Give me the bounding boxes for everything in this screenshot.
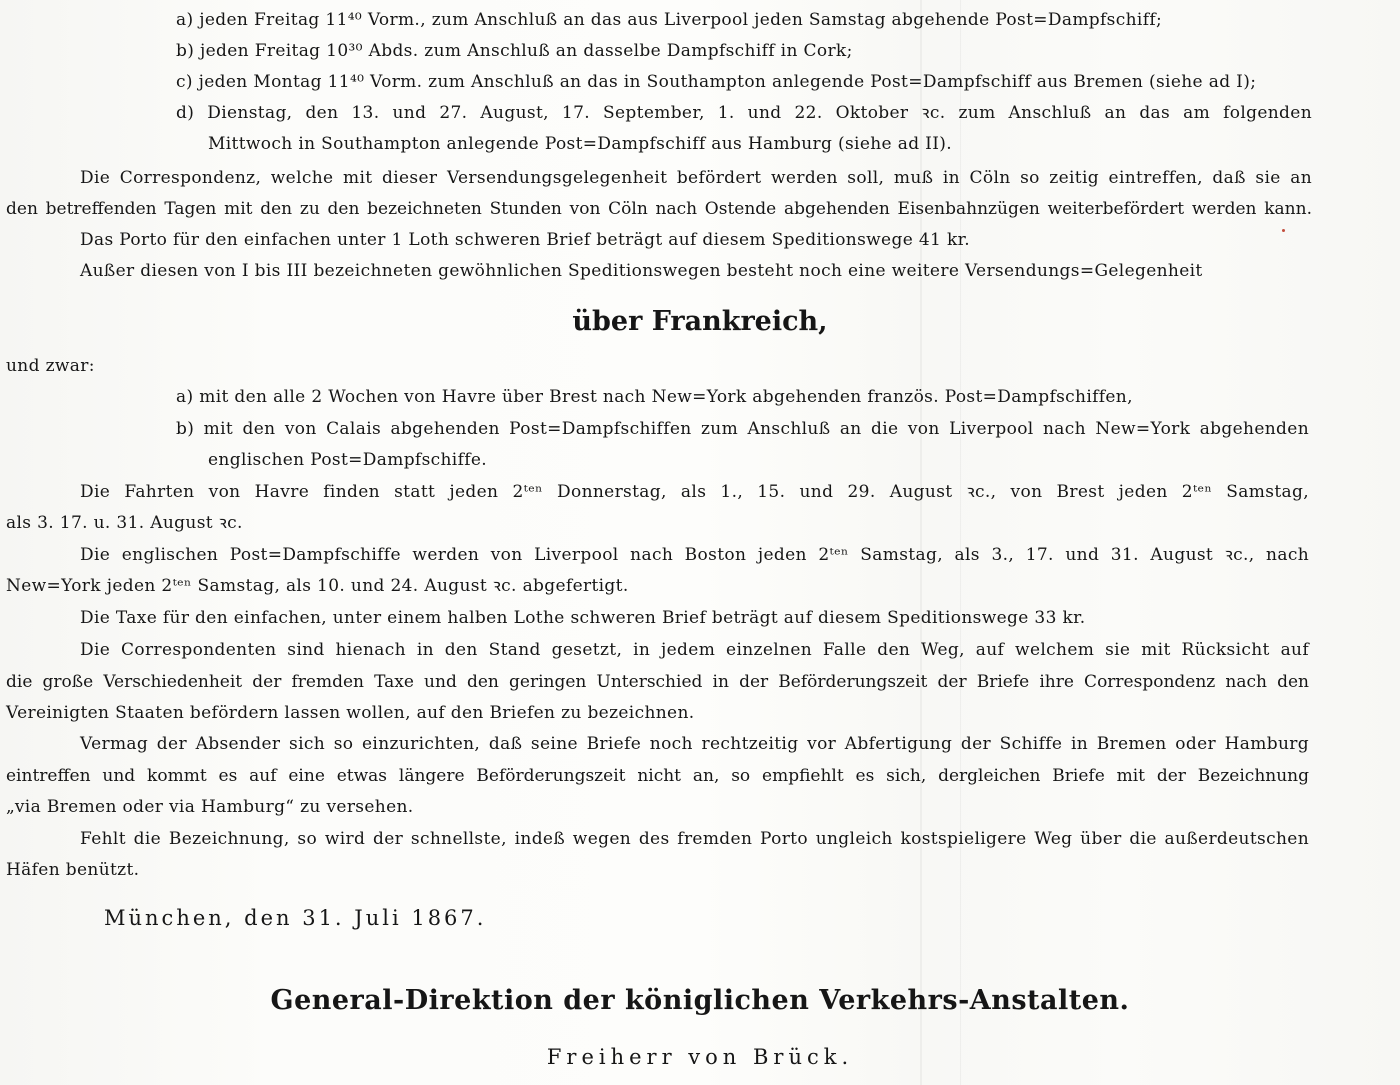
section-heading: über Frankreich,: [572, 306, 828, 337]
havre-line-2: als 3. 17. u. 31. August ꝛc.: [6, 513, 243, 533]
sender-line-2: eintreffen und kommt es auf eine etwas längere Beförderungszeit nicht an, so empfiehlt es sich, dergleichen Briefe mit der Bezeichnung: [6, 766, 1309, 786]
missing-designation-line-2: Häfen benützt.: [6, 860, 140, 880]
correspondents-line-1: Die Correspondenten sind hienach in den Stand gesetzt, in jedem einzelnen Falle den Weg, auf welchem sie mit Rücksicht auf: [80, 640, 1309, 660]
route-item-b: b) jeden Freitag 10³⁰ Abds. zum Anschluß an dasselbe Dampfschiff in Cork;: [176, 41, 853, 61]
france-item-b: b) mit den von Calais abgehenden Post=Dampfschiffen zum Anschluß an die von Liverpool nach New=York abgehenden: [176, 419, 1309, 439]
place-date: München, den 31. Juli 1867.: [104, 906, 487, 930]
english-line-1: Die englischen Post=Dampfschiffe werden von Liverpool nach Boston jeden 2ᵗᵉⁿ Samstag, als 3., 17. und 31. August ꝛc., nach: [80, 545, 1309, 565]
paper-fold: [920, 0, 922, 1085]
ink-dot: [1282, 229, 1285, 232]
havre-line-1: Die Fahrten von Havre finden statt jeden 2ᵗᵉⁿ Donnerstag, als 1., 15. und 29. August ꝛc., von Brest jeden 2ᵗᵉⁿ Samstag,: [80, 482, 1309, 502]
route-item-a: a) jeden Freitag 11⁴⁰ Vorm., zum Anschluß an das aus Liverpool jeden Samstag abgehende Post=Dampfschiff;: [176, 10, 1163, 30]
additional-route-line: Außer diesen von I bis III bezeichneten gewöhnlichen Speditionswegen besteht noch eine weitere Versendungs=Gelegenheit: [80, 261, 1203, 281]
missing-designation-line-1: Fehlt die Bezeichnung, so wird der schnellste, indeß wegen des fremden Porto ungleich kostspieligere Weg über die außerdeutschen: [80, 829, 1309, 849]
correspondence-line-1: Die Correspondenz, welche mit dieser Versendungsgelegenheit befördert werden soll, muß in Cöln so zeitig eintreffen, daß sie an: [80, 168, 1312, 188]
porto-line: Das Porto für den einfachen unter 1 Loth schweren Brief beträgt auf diesem Speditionswege 41 kr.: [80, 230, 970, 250]
correspondents-line-3: Vereinigten Staaten befördern lassen wollen, auf den Briefen zu bezeichnen.: [6, 703, 695, 723]
france-item-a: a) mit den alle 2 Wochen von Havre über Brest nach New=York abgehenden französ. Post=Dampfschiffen,: [176, 387, 1133, 407]
route-item-c: c) jeden Montag 11⁴⁰ Vorm. zum Anschluß an das in Southampton anlegende Post=Dampfschiff aus Bremen (siehe ad I);: [176, 72, 1257, 92]
sender-line-1: Vermag der Absender sich so einzurichten, daß seine Briefe noch rechtzeitig vor Abfertigung der Schiffe in Bremen oder Hamburg: [80, 734, 1309, 754]
correspondents-line-2: die große Verschiedenheit der fremden Taxe und den geringen Unterschied in der Beförderungszeit der Briefe ihre Correspondenz nach den: [6, 672, 1309, 692]
authority-signature-block: General-Direktion der königlichen Verkehrs-Anstalten.: [270, 985, 1130, 1016]
taxe-line: Die Taxe für den einfachen, unter einem halben Lothe schweren Brief beträgt auf diesem Speditionswege 33 kr.: [80, 608, 1086, 628]
sender-line-3: „via Bremen oder via Hamburg“ zu versehen.: [6, 797, 414, 817]
english-line-2: New=York jeden 2ᵗᵉⁿ Samstag, als 10. und 24. August ꝛc. abgefertigt.: [6, 576, 629, 596]
paper-fold: [960, 0, 961, 1085]
correspondence-line-2: den betreffenden Tagen mit den zu den bezeichneten Stunden von Cöln nach Ostende abgehenden Eisenbahnzügen weiterbefördert werden kann.: [6, 199, 1312, 219]
route-item-d-continuation: Mittwoch in Southampton anlegende Post=Dampfschiff aus Hamburg (siehe ad II).: [208, 134, 953, 154]
route-item-d: d) Dienstag, den 13. und 27. August, 17. September, 1. und 22. Oktober ꝛc. zum Anschluß an das am folgenden: [176, 103, 1312, 123]
signatory-name: Freiherr von Brück.: [546, 1045, 854, 1069]
france-item-b-continuation: englischen Post=Dampfschiffe.: [208, 450, 488, 470]
und-zwar-label: und zwar:: [6, 356, 95, 376]
